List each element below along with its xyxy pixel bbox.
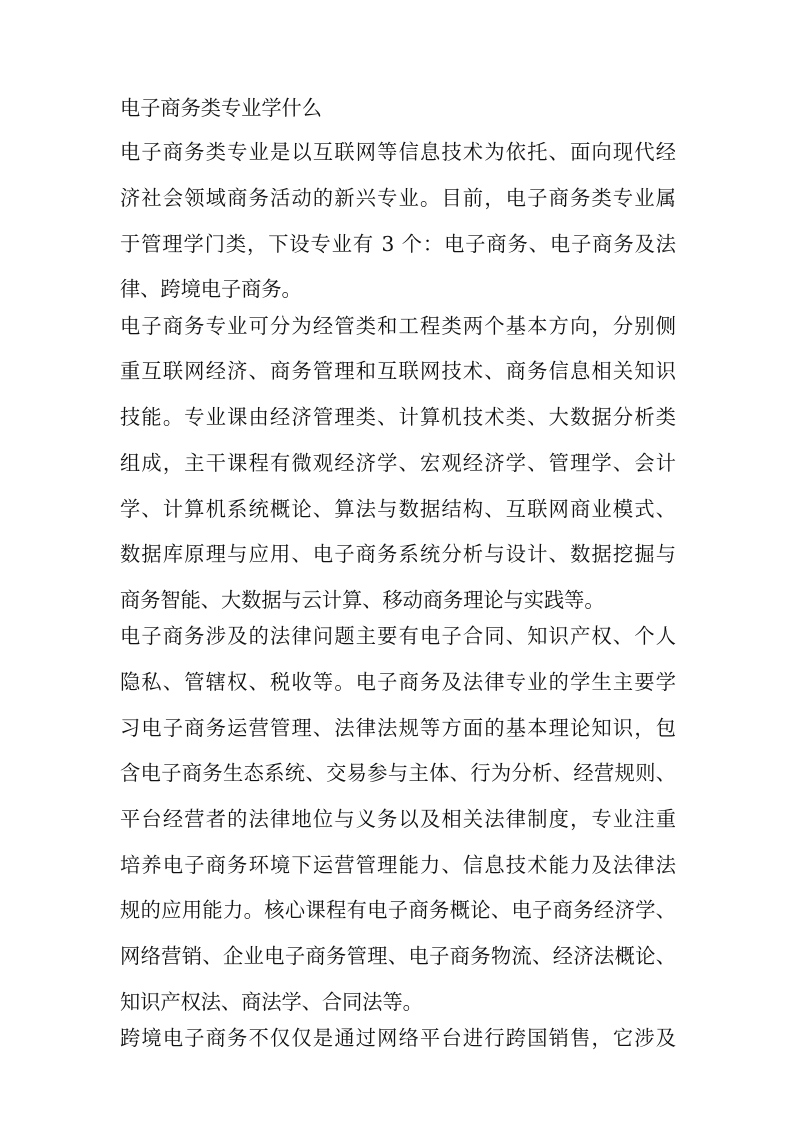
paragraph-4-line-1: 跨境电子商务不仅仅是通过网络平台进行跨国销售，它涉及 [120,1026,676,1050]
paragraph-1-line-4: 律、跨境电子商务。 [120,277,302,301]
paragraph-3-line-3: 习电子商务运营管理、法律法规等方面的基本理论知识，包 [120,716,676,740]
paragraph-3-line-1: 电子商务涉及的法律问题主要有电子合同、知识产权、个人 [120,624,676,648]
paragraph-3-line-4: 含电子商务生态系统、交易参与主体、行为分析、经营规则、 [120,761,676,785]
paragraph-1-line-3: 于管理学门类，下设专业有 3 个：电子商务、电子商务及法 [120,232,676,256]
paragraph-2-line-7: 商务智能、大数据与云计算、移动商务理论与实践等。 [120,588,605,612]
paragraph-3-line-7: 规的应用能力。核心课程有电子商务概论、电子商务经济学、 [120,898,676,922]
paragraph-2-line-2: 重互联网经济、商务管理和互联网技术、商务信息相关知识 [120,359,676,383]
paragraph-2-line-6: 数据库原理与应用、电子商务系统分析与设计、数据挖掘与 [120,542,676,566]
paragraph-2-line-4: 组成，主干课程有微观经济学、宏观经济学、管理学、会计 [120,451,676,475]
paragraph-3-line-2: 隐私、管辖权、税收等。电子商务及法律专业的学生主要学 [120,670,676,694]
paragraph-1-line-1: 电子商务类专业是以互联网等信息技术为依托、面向现代经 [120,140,676,164]
paragraph-3-line-5: 平台经营者的法律地位与义务以及相关法律制度，专业注重 [120,807,676,831]
paragraph-3-line-9: 知识产权法、商法学、合同法等。 [120,990,423,1014]
paragraph-3-line-8: 网络营销、企业电子商务管理、电子商务物流、经济法概论、 [120,944,676,968]
paragraph-2-line-1: 电子商务专业可分为经管类和工程类两个基本方向，分别侧 [120,314,676,338]
paragraph-1-line-2: 济社会领域商务活动的新兴专业。目前，电子商务类专业属 [120,186,676,210]
paragraph-3-line-6: 培养电子商务环境下运营管理能力、信息技术能力及法律法 [120,853,676,877]
document-title: 电子商务类专业学什么 [120,96,322,120]
paragraph-2-line-3: 技能。专业课由经济管理类、计算机技术类、大数据分析类 [120,405,676,429]
paragraph-2-line-5: 学、计算机系统概论、算法与数据结构、互联网商业模式、 [120,497,676,521]
